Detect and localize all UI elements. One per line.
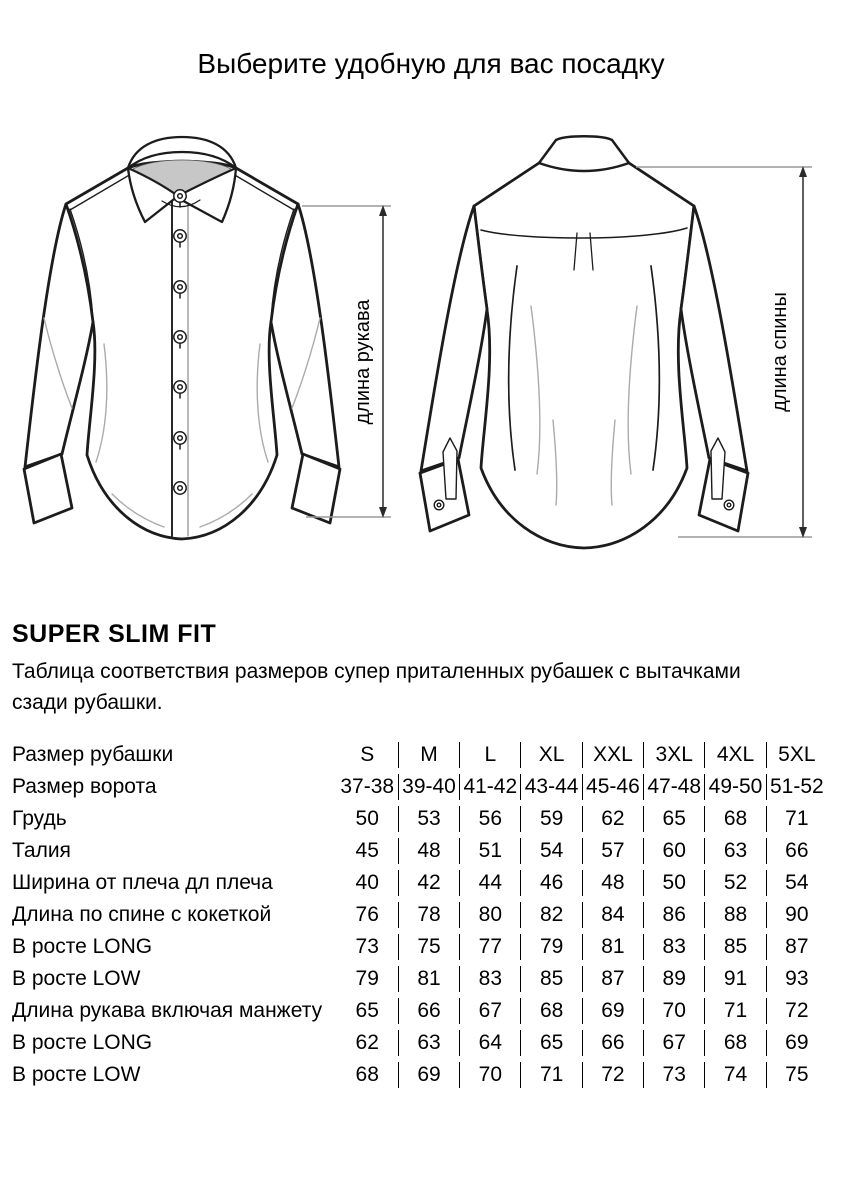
table-row <box>12 838 827 864</box>
size-value: 40 <box>355 871 379 894</box>
size-value: 63 <box>398 1030 459 1056</box>
row-label: В росте LOW <box>12 967 141 990</box>
size-value: 75 <box>766 1062 827 1088</box>
size-table <box>12 736 827 1094</box>
size-value: 44 <box>459 870 520 896</box>
table-row <box>12 902 827 928</box>
size-value: 48 <box>398 838 459 864</box>
shirt-diagram <box>0 110 862 610</box>
row-label: В росте LOW <box>12 1063 141 1086</box>
size-value: 81 <box>398 966 459 992</box>
size-value: 66 <box>582 1030 643 1056</box>
size-value: 82 <box>520 902 581 928</box>
back-left-sleeve <box>421 206 487 471</box>
size-value: 68 <box>355 1063 379 1086</box>
size-value: 70 <box>459 1062 520 1088</box>
size-value: 47-48 <box>643 774 704 800</box>
table-row <box>12 998 827 1024</box>
size-value: 75 <box>398 934 459 960</box>
size-value: 72 <box>766 998 827 1024</box>
back-body <box>474 156 694 548</box>
size-value: 84 <box>582 902 643 928</box>
size-value: 90 <box>766 902 827 928</box>
size-value: 43-44 <box>520 774 581 800</box>
size-value: 73 <box>643 1062 704 1088</box>
size-value: 67 <box>459 998 520 1024</box>
back-right-sleeve-placket <box>711 438 725 499</box>
button <box>724 500 734 510</box>
size-value: M <box>398 742 459 768</box>
table-row <box>12 870 827 896</box>
size-value: 70 <box>643 998 704 1024</box>
page-title: Выберите удобную для вас посадку <box>197 48 665 79</box>
size-value: 48 <box>582 870 643 896</box>
table-row <box>12 742 827 768</box>
table-row <box>12 774 827 800</box>
size-value: 57 <box>582 838 643 864</box>
table-row <box>12 966 827 992</box>
size-value: 78 <box>398 902 459 928</box>
row-label: Грудь <box>12 807 67 830</box>
size-value: 89 <box>643 966 704 992</box>
size-value: 49-50 <box>704 774 765 800</box>
size-value: 88 <box>704 902 765 928</box>
size-value: 69 <box>766 1030 827 1056</box>
size-value: S <box>360 743 375 766</box>
fit-heading: SUPER SLIM FIT <box>12 620 217 648</box>
size-value: 59 <box>520 806 581 832</box>
size-value: 83 <box>459 966 520 992</box>
size-value: 68 <box>704 1030 765 1056</box>
size-value: 45-46 <box>582 774 643 800</box>
back-right-sleeve <box>681 206 747 471</box>
size-value: 51-52 <box>766 774 827 800</box>
size-value: 65 <box>520 1030 581 1056</box>
fit-description: Таблица соответствия размеров супер приталенных рубашек с вытачками сзади рубашки. <box>12 660 741 714</box>
size-table-body <box>12 742 827 1088</box>
table-row <box>12 934 827 960</box>
size-value: 69 <box>582 998 643 1024</box>
size-value: 65 <box>643 806 704 832</box>
size-value: 67 <box>643 1030 704 1056</box>
size-value: 66 <box>398 998 459 1024</box>
size-value: 91 <box>704 966 765 992</box>
size-value: 37-38 <box>340 775 395 798</box>
back-length-label: длина спины <box>769 292 791 412</box>
size-value: 39-40 <box>398 774 459 800</box>
row-label: В росте LONG <box>12 1031 153 1054</box>
row-label: Размер ворота <box>12 775 157 798</box>
front-shirt-illustration <box>24 137 340 539</box>
size-value: 63 <box>704 838 765 864</box>
back-shirt-illustration <box>420 136 748 548</box>
size-value: 65 <box>355 999 379 1022</box>
sleeve-length-label: длина рукава <box>352 299 374 425</box>
row-label: Длина по спине с кокеткой <box>12 903 272 926</box>
size-value: 5XL <box>766 742 827 768</box>
size-value: 62 <box>582 806 643 832</box>
size-value: 72 <box>582 1062 643 1088</box>
back-left-sleeve-placket <box>443 438 457 499</box>
button <box>434 500 444 510</box>
size-value: 54 <box>766 870 827 896</box>
size-value: 76 <box>355 903 379 926</box>
size-value: 81 <box>582 934 643 960</box>
row-label: В росте LONG <box>12 935 153 958</box>
size-value: 80 <box>459 902 520 928</box>
button <box>174 482 186 494</box>
size-value: 93 <box>766 966 827 992</box>
size-value: 45 <box>355 839 379 862</box>
size-value: 79 <box>355 967 379 990</box>
size-value: 3XL <box>643 742 704 768</box>
size-value: 46 <box>520 870 581 896</box>
size-value: 54 <box>520 838 581 864</box>
size-value: XL <box>520 742 581 768</box>
size-value: 56 <box>459 806 520 832</box>
row-label: Ширина от плеча дл плеча <box>12 871 273 894</box>
size-value: 87 <box>766 934 827 960</box>
size-value: 64 <box>459 1030 520 1056</box>
row-label: Длина рукава включая манжету <box>12 999 323 1022</box>
size-value: 87 <box>582 966 643 992</box>
table-row <box>12 1062 827 1088</box>
size-value: 41-42 <box>459 774 520 800</box>
size-value: 71 <box>704 998 765 1024</box>
size-value: 85 <box>704 934 765 960</box>
size-value: 77 <box>459 934 520 960</box>
size-value: 71 <box>520 1062 581 1088</box>
size-value: 68 <box>704 806 765 832</box>
row-label: Талия <box>12 839 71 862</box>
size-value: 51 <box>459 838 520 864</box>
back-collar <box>539 136 629 171</box>
size-value: 4XL <box>704 742 765 768</box>
size-value: 74 <box>704 1062 765 1088</box>
size-value: 68 <box>520 998 581 1024</box>
size-value: 50 <box>355 807 379 830</box>
size-value: 52 <box>704 870 765 896</box>
size-value: 50 <box>643 870 704 896</box>
row-label: Размер рубашки <box>12 743 174 766</box>
size-value: 86 <box>643 902 704 928</box>
size-value: 83 <box>643 934 704 960</box>
size-value: 69 <box>398 1062 459 1088</box>
size-value: 85 <box>520 966 581 992</box>
table-row <box>12 806 827 832</box>
size-value: 66 <box>766 838 827 864</box>
size-value: 73 <box>355 935 379 958</box>
size-value: XXL <box>582 742 643 768</box>
size-value: 60 <box>643 838 704 864</box>
size-value: L <box>459 742 520 768</box>
size-value: 79 <box>520 934 581 960</box>
size-value: 62 <box>355 1031 379 1054</box>
size-value: 53 <box>398 806 459 832</box>
size-value: 71 <box>766 806 827 832</box>
size-value: 42 <box>398 870 459 896</box>
table-row <box>12 1030 827 1056</box>
